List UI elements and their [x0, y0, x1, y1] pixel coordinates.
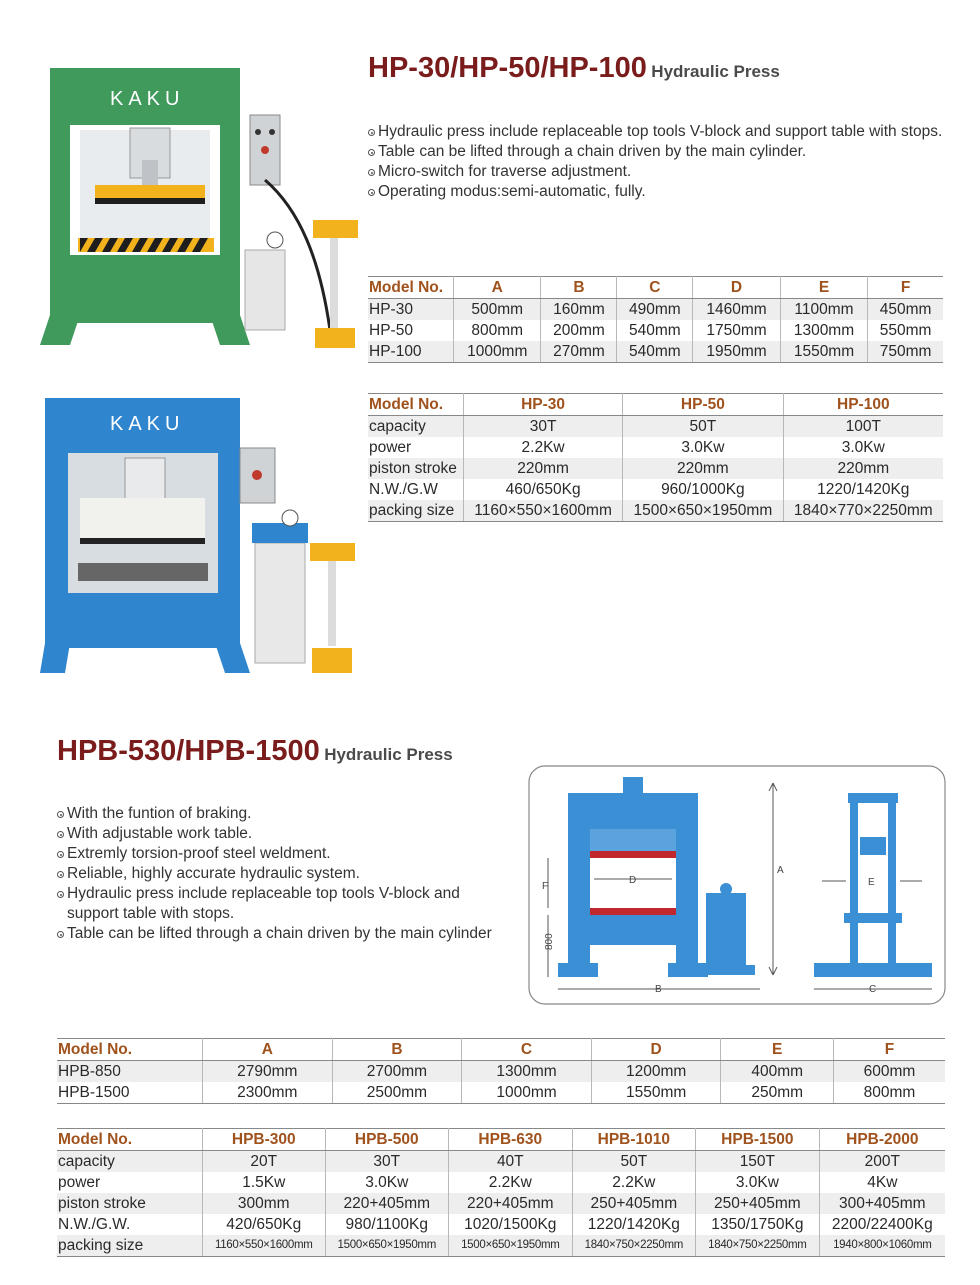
table-header-row [57, 1039, 945, 1061]
table-cell: 1500×650×1950mm [623, 500, 783, 522]
table-cell: 200T [819, 1151, 945, 1173]
table-cell: capacity [368, 416, 464, 438]
green-press-brand: KAKU [110, 88, 185, 110]
table-cell: 250+405mm [572, 1193, 696, 1214]
table-row [57, 1172, 945, 1193]
table-row [57, 1235, 945, 1257]
table-cell: 1220/1420Kg [572, 1214, 696, 1235]
hpb-dimension-table [57, 1038, 945, 1104]
table-cell: 1460mm [693, 299, 780, 321]
table-cell: 3.0Kw [623, 437, 783, 458]
table-cell: HP-100 [368, 341, 454, 363]
table-cell: 2500mm [332, 1082, 462, 1104]
hp-spec-table [368, 393, 943, 522]
list-item: Operating modus:semi-automatic, fully. [368, 182, 948, 202]
table-row [368, 479, 943, 500]
table-cell: 1160×550×1600mm [464, 500, 623, 522]
hp-feature-list [368, 122, 948, 202]
column-header: HPB-500 [325, 1129, 449, 1151]
column-header: E [780, 277, 867, 299]
table-cell: 460/650Kg [464, 479, 623, 500]
diagram-label-800: 800 [544, 933, 555, 950]
hpb-subtitle: Hydraulic Press [324, 745, 453, 764]
table-cell: 20T [203, 1151, 326, 1173]
table-cell: power [368, 437, 464, 458]
table-cell: 1000mm [462, 1082, 592, 1104]
table-cell: 220mm [623, 458, 783, 479]
table-cell: 400mm [721, 1061, 834, 1083]
column-header: Model No. [57, 1039, 203, 1061]
column-header: HPB-630 [449, 1129, 573, 1151]
table-cell: 980/1100Kg [325, 1214, 449, 1235]
table-cell: 160mm [541, 299, 617, 321]
diagram-label-d: D [629, 875, 637, 886]
hp-dimension-table [368, 276, 943, 363]
table-cell: 1350/1750Kg [696, 1214, 820, 1235]
column-header: F [833, 1039, 945, 1061]
table-cell: 1840×750×2250mm [696, 1235, 820, 1257]
column-header: B [332, 1039, 462, 1061]
list-item: With adjustable work table. [57, 824, 497, 844]
table-cell: 2.2Kw [572, 1172, 696, 1193]
hp-title: HP-30/HP-50/HP-100 [368, 52, 647, 84]
table-cell: HPB-1500 [57, 1082, 203, 1104]
table-cell: 4Kw [819, 1172, 945, 1193]
table-row [368, 299, 943, 321]
table-cell: 1550mm [780, 341, 867, 363]
diagram-label-f: F [542, 881, 549, 892]
table-cell: 1160×550×1600mm [203, 1235, 326, 1257]
list-item: Hydraulic press include replaceable top tools V-block and support table with stops. [368, 122, 948, 142]
table-cell: 50T [572, 1151, 696, 1173]
column-header: HPB-1010 [572, 1129, 696, 1151]
list-item: Hydraulic press include replaceable top tools V-block and support table with stops. [57, 884, 497, 924]
column-header: HPB-2000 [819, 1129, 945, 1151]
table-cell: 40T [449, 1151, 573, 1173]
table-cell: 1750mm [693, 320, 780, 341]
table-cell: piston stroke [368, 458, 464, 479]
hpb-spec-table [57, 1128, 945, 1257]
table-cell: 300+405mm [819, 1193, 945, 1214]
table-cell: 1020/1500Kg [449, 1214, 573, 1235]
table-cell: 2.2Kw [449, 1172, 573, 1193]
diagram-label-a: A [777, 865, 784, 876]
table-row [57, 1061, 945, 1083]
table-cell: 540mm [617, 320, 693, 341]
column-header: Model No. [368, 277, 454, 299]
table-cell: 800mm [833, 1082, 945, 1104]
table-cell: 2200/22400Kg [819, 1214, 945, 1235]
diagram-label-e: E [868, 877, 875, 888]
list-item: Table can be lifted through a chain driven by the main cylinder. [368, 142, 948, 162]
table-row [368, 437, 943, 458]
table-cell: HPB-850 [57, 1061, 203, 1083]
table-cell: N.W./G.W [368, 479, 464, 500]
column-header: HPB-1500 [696, 1129, 820, 1151]
table-cell: piston stroke [57, 1193, 203, 1214]
table-cell: 1500×650×1950mm [325, 1235, 449, 1257]
table-cell: 1840×770×2250mm [783, 500, 943, 522]
hpb-dimension-diagram [528, 765, 946, 1005]
table-cell: 750mm [868, 341, 943, 363]
hpb-title: HPB-530/HPB-1500 [57, 735, 320, 767]
column-header: C [462, 1039, 592, 1061]
table-row [57, 1151, 945, 1173]
table-cell: 2300mm [203, 1082, 333, 1104]
table-cell: 2700mm [332, 1061, 462, 1083]
table-cell: 1220/1420Kg [783, 479, 943, 500]
table-cell: 250mm [721, 1082, 834, 1104]
list-item: Reliable, highly accurate hydraulic system. [57, 864, 497, 884]
column-header: HP-100 [783, 394, 943, 416]
table-cell: 3.0Kw [325, 1172, 449, 1193]
list-item: With the funtion of braking. [57, 804, 497, 824]
table-cell: 150T [696, 1151, 820, 1173]
table-cell: 30T [464, 416, 623, 438]
column-header: HPB-300 [203, 1129, 326, 1151]
green-press-photo [40, 60, 360, 360]
hp-heading [368, 52, 780, 85]
table-cell: 270mm [541, 341, 617, 363]
column-header: Model No. [368, 394, 464, 416]
table-cell: 450mm [868, 299, 943, 321]
table-cell: 800mm [454, 320, 541, 341]
table-cell: 220mm [783, 458, 943, 479]
table-header-row [368, 394, 943, 416]
table-cell: 540mm [617, 341, 693, 363]
table-cell: 220+405mm [325, 1193, 449, 1214]
hpb-heading [57, 735, 453, 768]
table-cell: 3.0Kw [696, 1172, 820, 1193]
column-header: HP-30 [464, 394, 623, 416]
column-header: F [868, 277, 943, 299]
table-cell: 30T [325, 1151, 449, 1173]
table-cell: capacity [57, 1151, 203, 1173]
column-header: A [454, 277, 541, 299]
table-cell: 2.2Kw [464, 437, 623, 458]
table-header-row [368, 277, 943, 299]
table-row [57, 1082, 945, 1104]
table-cell: 1550mm [591, 1082, 721, 1104]
table-cell: 1940×800×1060mm [819, 1235, 945, 1257]
table-cell: 500mm [454, 299, 541, 321]
blue-press-photo [40, 393, 360, 683]
hpb-feature-list [57, 804, 497, 944]
table-cell: packing size [368, 500, 464, 522]
table-cell: 300mm [203, 1193, 326, 1214]
column-header: HP-50 [623, 394, 783, 416]
table-row [368, 320, 943, 341]
table-cell: 100T [783, 416, 943, 438]
table-cell: 1200mm [591, 1061, 721, 1083]
table-row [368, 341, 943, 363]
column-header: D [591, 1039, 721, 1061]
column-header: C [617, 277, 693, 299]
table-cell: 1500×650×1950mm [449, 1235, 573, 1257]
column-header: A [203, 1039, 333, 1061]
table-cell: 220mm [464, 458, 623, 479]
table-cell: power [57, 1172, 203, 1193]
table-cell: 220+405mm [449, 1193, 573, 1214]
list-item: Table can be lifted through a chain driven by the main cylinder [57, 924, 497, 944]
list-item: Micro-switch for traverse adjustment. [368, 162, 948, 182]
table-row [368, 500, 943, 522]
column-header: E [721, 1039, 834, 1061]
column-header: Model No. [57, 1129, 203, 1151]
table-cell: 1000mm [454, 341, 541, 363]
table-row [368, 416, 943, 438]
hp-subtitle: Hydraulic Press [651, 62, 780, 81]
column-header: D [693, 277, 780, 299]
table-cell: 200mm [541, 320, 617, 341]
table-row [368, 458, 943, 479]
table-cell: 960/1000Kg [623, 479, 783, 500]
table-cell: 1950mm [693, 341, 780, 363]
table-cell: 1840×750×2250mm [572, 1235, 696, 1257]
column-header: B [541, 277, 617, 299]
table-cell: packing size [57, 1235, 203, 1257]
table-cell: 3.0Kw [783, 437, 943, 458]
table-cell: HP-50 [368, 320, 454, 341]
table-cell: 600mm [833, 1061, 945, 1083]
table-row [57, 1214, 945, 1235]
list-item: Extremly torsion-proof steel weldment. [57, 844, 497, 864]
table-cell: 1.5Kw [203, 1172, 326, 1193]
table-cell: 1300mm [780, 320, 867, 341]
table-cell: 490mm [617, 299, 693, 321]
table-cell: 1100mm [780, 299, 867, 321]
table-cell: N.W./G.W. [57, 1214, 203, 1235]
blue-press-brand: KAKU [110, 413, 185, 435]
table-row [57, 1193, 945, 1214]
diagram-label-b: B [655, 984, 662, 995]
table-cell: 2790mm [203, 1061, 333, 1083]
table-cell: 250+405mm [696, 1193, 820, 1214]
diagram-label-c: C [869, 984, 877, 995]
table-cell: HP-30 [368, 299, 454, 321]
table-cell: 50T [623, 416, 783, 438]
table-cell: 1300mm [462, 1061, 592, 1083]
table-header-row [57, 1129, 945, 1151]
table-cell: 420/650Kg [203, 1214, 326, 1235]
table-cell: 550mm [868, 320, 943, 341]
